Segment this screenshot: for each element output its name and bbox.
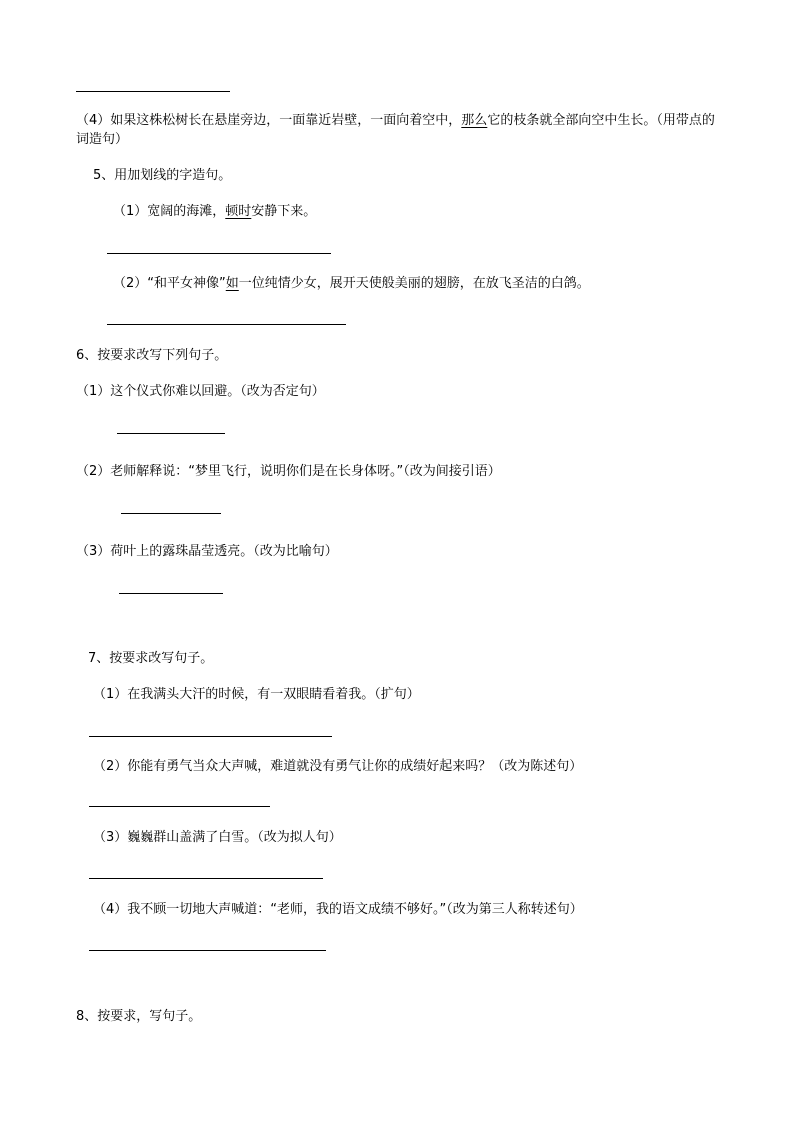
question-4-item: （4）如果这株松树长在悬崖旁边，一面靠近岩壁，一面向着空中，那么它的枝条就全部向空中生长。（用带点的词造句） xyxy=(76,113,715,147)
answer-line xyxy=(117,433,225,434)
answer-line xyxy=(89,806,270,807)
answer-line xyxy=(121,513,221,514)
answer-line xyxy=(107,324,346,325)
question-6-title: 6、按要求改写下列句子。 xyxy=(76,348,228,363)
question-5-title: 5、用加划线的字造句。 xyxy=(93,168,232,183)
underlined-word: 如 xyxy=(225,276,239,291)
answer-line xyxy=(119,593,223,594)
answer-line xyxy=(89,878,323,879)
underlined-word: 那么 xyxy=(461,113,488,128)
question-7-item-1: （1）在我满头大汗的时候，有一双眼睛看着我。（扩句） xyxy=(93,687,420,702)
question-7-item-2: （2）你能有勇气当众大声喊，难道就没有勇气让你的成绩好起来吗？（改为陈述句） xyxy=(93,759,583,774)
question-6-item-2: （2）老师解释说：“梦里飞行，说明你们是在长身体呀。”（改为间接引语） xyxy=(76,464,501,479)
answer-line xyxy=(89,736,332,737)
question-7-title: 7、按要求改写句子。 xyxy=(88,651,214,666)
question-8-title: 8、按要求，写句子。 xyxy=(76,1009,202,1024)
question-7-item-4: （4）我不顾一切地大声喊道：“老师，我的语文成绩不够好。”（改为第三人称转述句） xyxy=(93,902,583,917)
underlined-word: 顿时 xyxy=(225,204,252,219)
question-5-item-2: （2）“和平女神像”如一位纯情少女，展开天使般美丽的翅膀，在放飞圣洁的白鸽。 xyxy=(113,276,590,291)
answer-line xyxy=(107,253,331,254)
question-6-item-1: （1）这个仪式你难以回避。（改为否定句） xyxy=(76,384,325,399)
question-6-item-3: （3）荷叶上的露珠晶莹透亮。（改为比喻句） xyxy=(76,544,338,559)
answer-line xyxy=(89,950,326,951)
question-5-item-1: （1）宽阔的海滩，顿时安静下来。 xyxy=(113,204,317,219)
question-7-item-3: （3）巍巍群山盖满了白雪。（改为拟人句） xyxy=(93,830,342,845)
answer-line xyxy=(76,91,230,92)
